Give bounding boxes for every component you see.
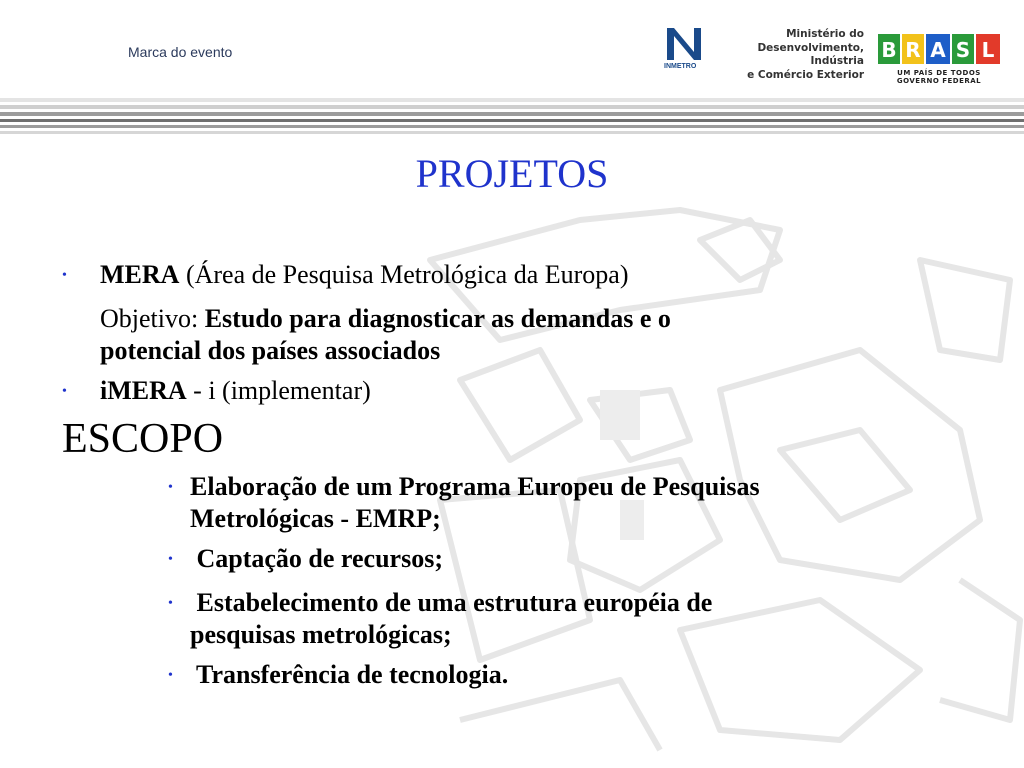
- svg-text:A: A: [930, 38, 946, 62]
- svg-text:S: S: [955, 38, 971, 62]
- mera-desc: (Área de Pesquisa Metrológica da Europa): [185, 260, 629, 289]
- imera-name: iMERA: [100, 376, 187, 405]
- objective-text-1: Estudo para diagnosticar as demandas e o: [204, 304, 671, 333]
- event-mark: Marca do evento: [128, 44, 233, 60]
- imera-desc: - i (implementar): [186, 376, 371, 405]
- scope-item-2-line-1: Captação de recursos;: [190, 544, 443, 573]
- scope-item-1-line-1: Elaboração de um Programa Europeu de Pesquisas: [190, 472, 760, 501]
- header-stripes: [0, 98, 1024, 138]
- svg-text:L: L: [981, 38, 995, 62]
- imera-item: [100, 376, 1000, 406]
- scope-item-3-line-2: pesquisas metrológicas;: [190, 620, 452, 649]
- scope-bullet-icon: •: [168, 596, 173, 611]
- brasil-gov-text: GOVERNO FEDERAL: [896, 77, 982, 85]
- scope-item-3-line-1: Estabelecimento de uma estrutura européia de: [190, 588, 713, 617]
- ministry-line-1: Ministério do: [786, 28, 864, 40]
- scope-bullet-icon: •: [168, 668, 173, 683]
- objective-text-2: potencial dos países associados: [100, 336, 441, 365]
- scope-item-4-line-1: Transferência de tecnologia.: [190, 660, 509, 689]
- mera-objective: [100, 304, 1000, 334]
- mera-name: MERA: [100, 260, 180, 289]
- scope-bullet-icon: •: [168, 552, 173, 567]
- brasil-tagline-text: UM PAÍS DE TODOS: [897, 69, 981, 77]
- inmetro-label: INMETRO: [664, 63, 697, 70]
- bullet-imera-icon: •: [62, 384, 67, 399]
- scope-item-1-line-2: Metrológicas - EMRP;: [190, 504, 441, 533]
- scope-bullet-icon: •: [168, 480, 173, 495]
- bullet-mera-icon: •: [62, 268, 67, 283]
- ministry-line-2: Desenvolvimento, Indústria: [757, 41, 864, 67]
- objective-label: Objetivo:: [100, 304, 205, 333]
- svg-text:B: B: [881, 38, 897, 62]
- escopo-heading: ESCOPO: [62, 416, 224, 462]
- brasil-tagline: [876, 69, 1002, 85]
- ministry-name: [712, 28, 864, 82]
- mera-item: [100, 260, 1000, 290]
- ministry-line-3: e Comércio Exterior: [747, 68, 864, 81]
- slide-title: PROJETOS: [415, 151, 609, 196]
- svg-text:R: R: [905, 38, 921, 62]
